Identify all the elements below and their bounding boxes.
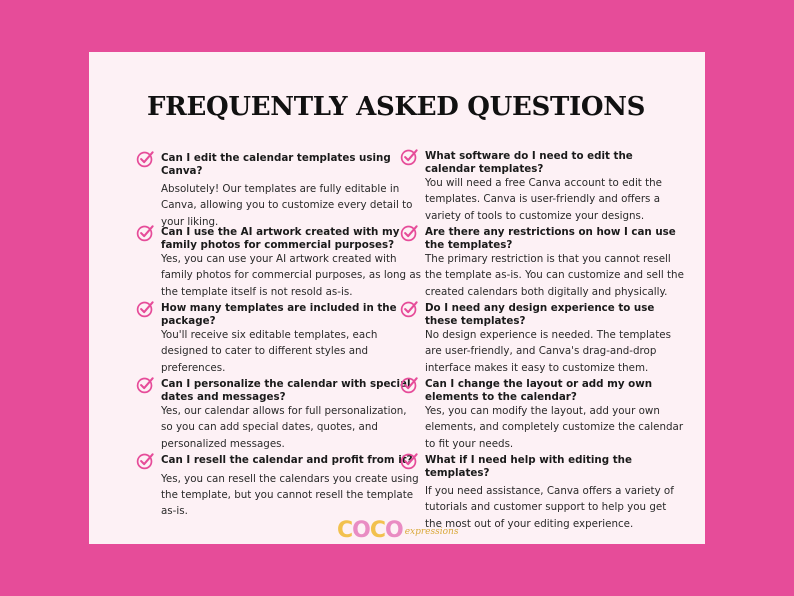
check-circle-icon: [136, 149, 155, 168]
check-circle-icon: [136, 223, 155, 242]
faq-answer: Yes, our calendar allows for full personalization, so you can add special dates, quotes, and personalized messages.: [161, 405, 407, 450]
check-circle-icon: [400, 223, 419, 242]
faq-item-left-2: [161, 226, 421, 300]
faq-item-right-4: [425, 378, 685, 452]
faq-item-left-1: [161, 152, 421, 230]
check-circle-icon: [400, 375, 419, 394]
faq-answer: Yes, you can modify the layout, add your own elements, and completely customize the calendar to fit your needs.: [425, 405, 684, 450]
faq-answer: The primary restriction is that you cannot resell the template as-is. You can customize and sell the created calendars both digitally and physically.: [425, 253, 684, 298]
faq-question: Do I need any design experience to use these templates?: [425, 302, 655, 327]
faq-question: Can I personalize the calendar with special dates and messages?: [161, 378, 411, 403]
faq-card: [89, 52, 705, 544]
faq-item-left-4: [161, 378, 421, 452]
check-circle-icon: [136, 451, 155, 470]
faq-question: How many templates are included in the package?: [161, 302, 397, 327]
check-circle-icon: [400, 147, 419, 166]
faq-answer: You will need a free Canva account to edit the templates. Canva is user-friendly and offers a variety of tools to customize your designs.: [425, 177, 663, 222]
faq-answer: No design experience is needed. The templates are user-friendly, and Canva's drag-and-drop interface makes it easy to customize them.: [425, 329, 671, 374]
faq-item-right-3: [425, 302, 685, 376]
faq-answer: If you need assistance, Canva offers a variety of tutorials and customer support to help you get the most out of your editing experience.: [425, 485, 674, 530]
faq-answer: Yes, you can resell the calendars you create using the template, but you cannot resell the template as-is.: [161, 472, 419, 518]
faq-answer: Absolutely! Our templates are fully editable in Canva, allowing you to customize every detail to your liking.: [161, 183, 413, 228]
check-circle-icon: [400, 451, 419, 470]
page-title: FREQUENTLY ASKED QUESTIONS: [147, 92, 646, 122]
faq-item-right-2: [425, 226, 685, 300]
logo-main-text: COCO: [337, 518, 403, 543]
faq-item-right-1: [425, 150, 685, 224]
faq-question: What software do I need to edit the calendar templates?: [425, 150, 633, 175]
faq-question: Can I edit the calendar templates using Canva?: [161, 152, 391, 177]
faq-question: Are there any restrictions on how I can use the templates?: [425, 226, 676, 251]
faq-item-right-5: [425, 454, 685, 532]
faq-answer: Yes, you can use your AI artwork created with family photos for commercial purposes, as long as the template itself is not resold as-is.: [161, 253, 422, 298]
faq-answer: You'll receive six editable templates, each designed to cater to different styles and preferences.: [161, 329, 378, 374]
logo-sub-text: expressions: [404, 527, 459, 537]
check-circle-icon: [136, 299, 155, 318]
faq-question: Can I resell the calendar and profit from it?: [161, 454, 413, 466]
faq-item-left-5: [161, 454, 421, 519]
faq-question: Can I use the AI artwork created with my family photos for commercial purposes?: [161, 226, 400, 251]
check-circle-icon: [136, 375, 155, 394]
brand-logo: [337, 518, 458, 544]
faq-item-left-3: [161, 302, 421, 376]
faq-question: What if I need help with editing the templates?: [425, 454, 632, 479]
faq-question: Can I change the layout or add my own elements to the calendar?: [425, 378, 653, 403]
check-circle-icon: [400, 299, 419, 318]
